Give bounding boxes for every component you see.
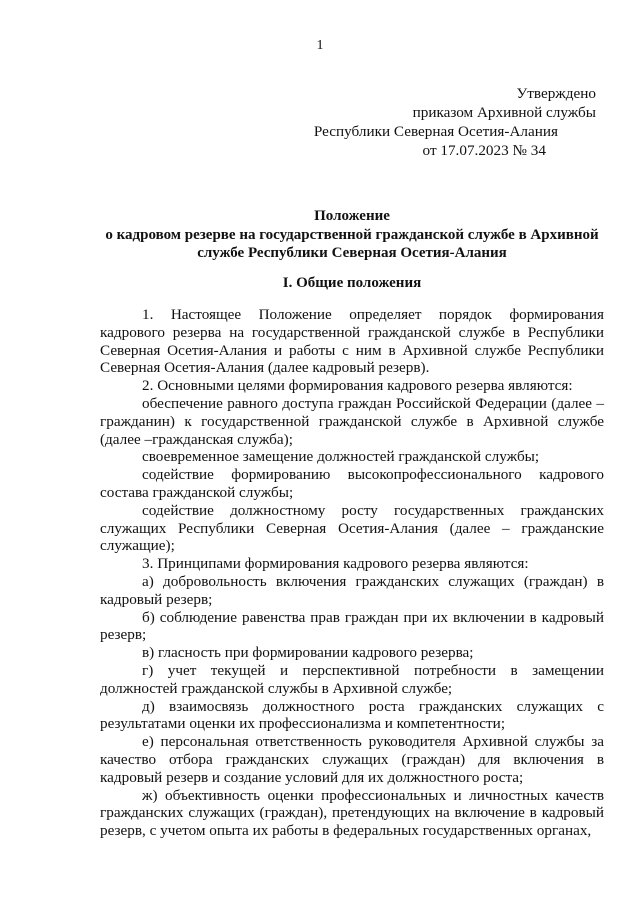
paragraph: а) добровольность включения гражданских служащих (граждан) в кадровый резерв; — [100, 572, 604, 608]
approval-date-number: от 17.07.2023 № 34 — [422, 142, 546, 159]
paragraph: своевременное замещение должностей гражданской службы; — [142, 448, 540, 466]
approval-block — [314, 84, 596, 160]
paragraph: ж) объективность оценки профессиональных и личностных качеств гражданских служащих (граждан), претендующих на включение в кадровый резерв, с учетом опыта их работы в федеральных государственных органах, — [100, 786, 604, 840]
paragraph: 1. Настоящее Положение определяет порядок формирования кадрового резерва на государственной гражданской службе в Республики Северная Осетия-Алания и работы с ним в Архивной службе Республики Северная Осетия-Алания (далее кадровый резерв). — [100, 306, 604, 377]
paragraph: содействие формированию высокопрофессионального кадрового состава гражданской службы; — [100, 466, 604, 501]
section-heading: I. Общие положения — [282, 275, 422, 291]
title-line: службе Республики Северная Осетия-Алания — [197, 245, 507, 261]
title-line: о кадровом резерве на государственной гражданской службе в Архивной — [105, 226, 599, 243]
approval-line: Республики Северная Осетия-Алания — [313, 123, 558, 140]
paragraph: в) гласность при формировании кадрового резерва; — [142, 644, 474, 662]
document-title — [100, 207, 604, 263]
approval-line: Утверждено — [516, 85, 596, 102]
paragraph: 2. Основными целями формирования кадрового резерва являются: — [142, 377, 573, 395]
paragraph: обеспечение равного доступа граждан Российской Федерации (далее – гражданин) к государственной гражданской службе в Архивной службе (далее –гражданская служба); — [100, 394, 604, 448]
paragraph: е) персональная ответственность руководителя Архивной службы за качество отбора гражданских служащих (граждан) для включения в кадровый резерв и создание условий для их должностного роста; — [100, 733, 604, 786]
page-number: 1 — [316, 38, 324, 53]
paragraph: 3. Принципами формирования кадрового резерва являются: — [142, 555, 529, 573]
title-line: Положение — [314, 208, 390, 224]
paragraph: г) учет текущей и перспективной потребности в замещении должностей гражданской службы в Архивной службе; — [100, 661, 604, 697]
document-body — [100, 306, 604, 840]
paragraph: д) взаимосвязь должностного роста гражданских служащих с результатами оценки их профессионализма и компетентности; — [100, 697, 604, 733]
paragraph: содействие должностному росту государственных гражданских служащих Республики Северная Осетия-Алания (далее – гражданские служащие); — [100, 501, 604, 555]
approval-line: приказом Архивной службы — [412, 104, 596, 121]
paragraph: б) соблюдение равенства прав граждан при их включении в кадровый резерв; — [100, 608, 604, 644]
